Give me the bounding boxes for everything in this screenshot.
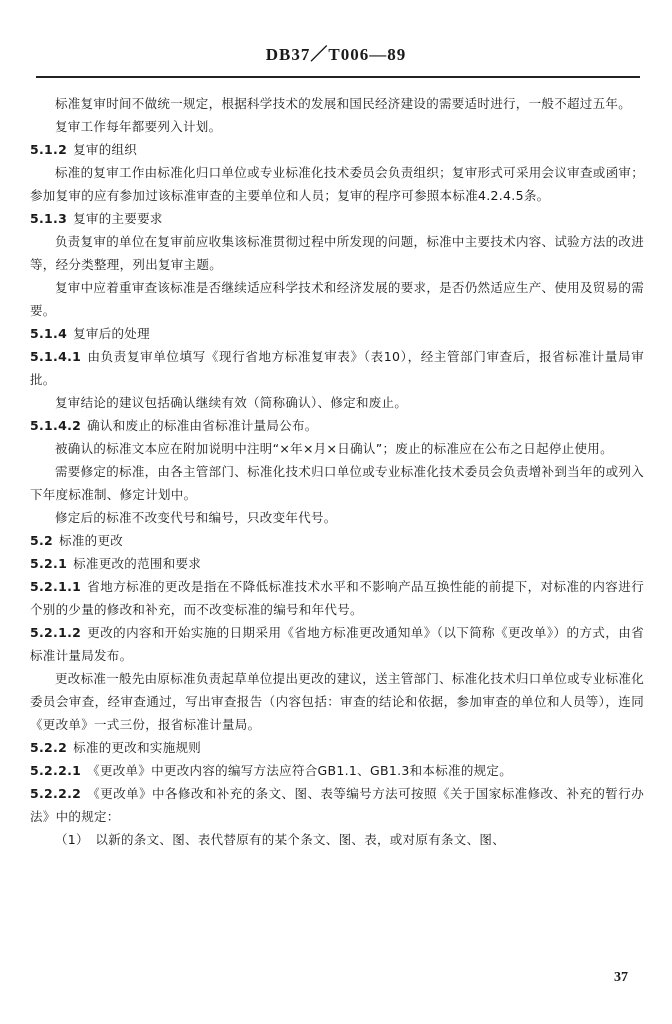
clause-number: 5.1.4.2 xyxy=(30,418,82,433)
clause-text: 更改的内容和开始实施的日期采用《省地方标准更改通知单》（以下简称《更改单》）的方式，由省标准计量局发布。 xyxy=(30,625,644,663)
clause-number: 5.2 xyxy=(30,533,54,548)
section-heading xyxy=(30,322,644,345)
body-paragraph: 标准复审时间不做统一规定，根据科学技术的发展和国民经济建设的需要适时进行，一般不超过五年。 xyxy=(55,96,632,111)
section-heading xyxy=(30,552,644,575)
body-paragraph: 复审工作每年都要列入计划。 xyxy=(55,119,222,134)
clause-text: 复审的主要要求 xyxy=(73,211,163,226)
body-paragraph: 修定后的标准不改变代号和编号，只改变年代号。 xyxy=(55,510,337,525)
numbered-clause xyxy=(30,575,644,621)
section-heading xyxy=(30,207,644,230)
clause-number: 5.2.2 xyxy=(30,740,68,755)
body-paragraph: 标准的复审工作由标准化归口单位或专业标准化技术委员会负责组织；复审形式可采用会议审查或函审；参加复审的应有参加过该标准审查的主要单位和人员；复审的程序可参照本标准4.2.4.5条。 xyxy=(30,165,644,203)
clause-number: 5.2.2.1 xyxy=(30,763,82,778)
clause-number: 5.2.1 xyxy=(30,556,68,571)
numbered-clause xyxy=(30,782,644,828)
numbered-clause xyxy=(30,621,644,667)
clause-text: 由负责复审单位填写《现行省地方标准复审表》（表10），经主管部门审查后，报省标准计量局审批。 xyxy=(30,349,644,387)
body-paragraph: 更改标准一般先由原标准负责起草单位提出更改的建议，送主管部门、标准化技术归口单位或专业标准化委员会审查，经审查通过，写出审查报告（内容包括：审查的结论和依据，参加审查的单位和人员等），连同《更改单》一式三份，报省标准计量局。 xyxy=(30,671,644,732)
numbered-clause xyxy=(30,414,644,437)
clause-number: 5.1.2 xyxy=(30,142,68,157)
clause-text: 确认和废止的标准由省标准计量局公布。 xyxy=(87,418,318,433)
clause-number: 5.1.3 xyxy=(30,211,68,226)
clause-number: 5.2.1.1 xyxy=(30,579,82,594)
document-body xyxy=(30,92,644,851)
section-heading xyxy=(30,736,644,759)
section-heading xyxy=(30,529,644,552)
clause-text: 复审后的处理 xyxy=(73,326,150,341)
body-paragraph: 负责复审的单位在复审前应收集该标准贯彻过程中所发现的问题，标准中主要技术内容、试验方法的改进等，经分类整理，列出复审主题。 xyxy=(30,234,644,272)
clause-number: 5.1.4.1 xyxy=(30,349,82,364)
clause-text: 《更改单》中更改内容的编写方法应符合GB1.1、GB1.3和本标准的规定。 xyxy=(87,763,513,778)
document-header: DB37／T006—89 xyxy=(265,45,407,64)
clause-text: 复审的组织 xyxy=(73,142,138,157)
section-heading xyxy=(30,138,644,161)
clause-number: 5.2.1.2 xyxy=(30,625,82,640)
body-paragraph: （1） 以新的条文、图、表代替原有的某个条文、图、表，或对原有条文、图、 xyxy=(55,832,506,847)
page-number: 37 xyxy=(614,970,628,985)
clause-text: 标准的更改和实施规则 xyxy=(73,740,202,755)
body-paragraph: 需要修定的标准，由各主管部门、标准化技术归口单位或专业标准化技术委员会负责增补到当年的或列入下年度标准制、修定计划中。 xyxy=(30,464,644,502)
clause-number: 5.1.4 xyxy=(30,326,68,341)
numbered-clause xyxy=(30,345,644,391)
clause-text: 省地方标准的更改是指在不降低标准技术水平和不影响产品互换性能的前提下，对标准的内容进行个别的少量的修改和补充，而不改变标准的编号和年代号。 xyxy=(30,579,644,617)
numbered-clause xyxy=(30,759,644,782)
clause-text: 标准的更改 xyxy=(59,533,124,548)
header-rule xyxy=(36,76,640,78)
clause-text: 标准更改的范围和要求 xyxy=(73,556,202,571)
body-paragraph: 复审结论的建议包括确认继续有效（简称确认）、修定和废止。 xyxy=(55,395,408,410)
body-paragraph: 复审中应着重审查该标准是否继续适应科学技术和经济发展的要求，是否仍然适应生产、使用及贸易的需要。 xyxy=(30,280,644,318)
body-paragraph: 被确认的标准文本应在附加说明中注明“×年×月×日确认”；废止的标准应在公布之日起停止使用。 xyxy=(55,441,613,456)
clause-text: 《更改单》中各修改和补充的条文、图、表等编号方法可按照《关于国家标准修改、补充的暂行办法》中的规定： xyxy=(30,786,644,824)
clause-number: 5.2.2.2 xyxy=(30,786,82,801)
